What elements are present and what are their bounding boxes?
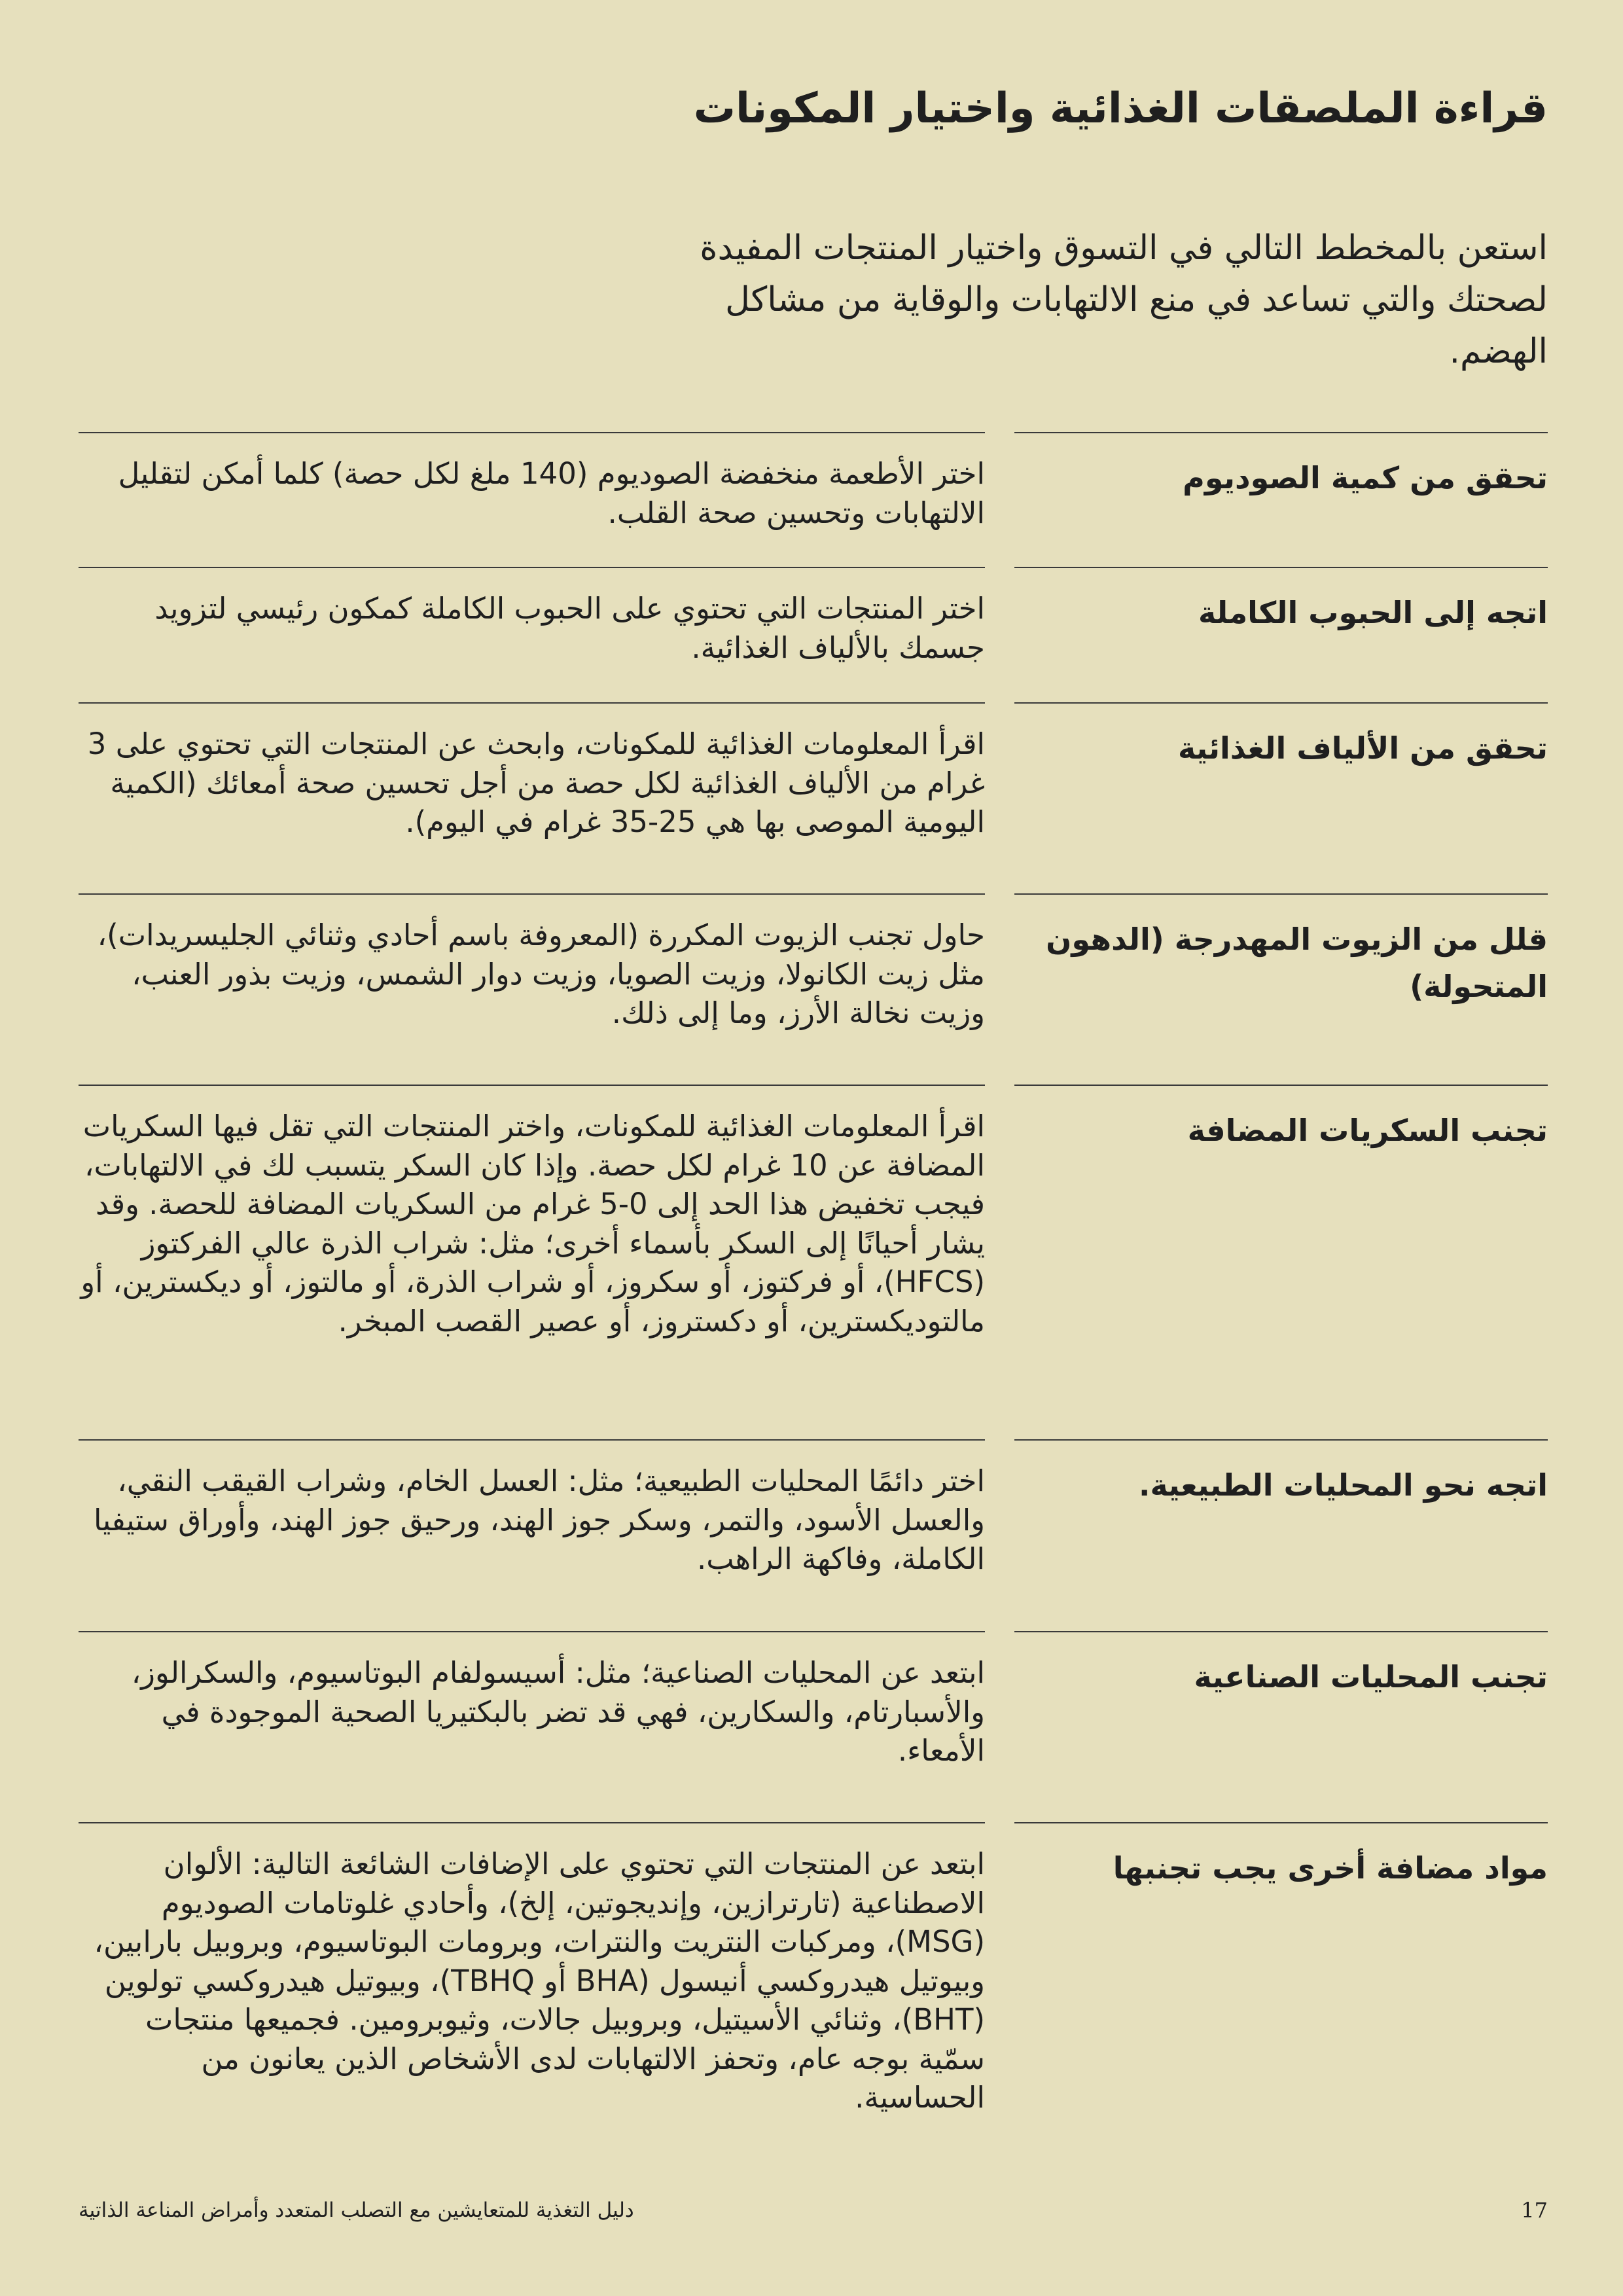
guide-row-description: اختر دائمًا المحليات الطبيعية؛ مثل: العسل الخام، وشراب القيقب النقي، والعسل الأسود، والتمر، وسكر جوز الهند، ورحيق جوز الهند، وأوراق ستيفيا الكاملة، وفاكهة الراهب. xyxy=(94,1463,985,1576)
guide-row-label: تحقق من كمية الصوديوم xyxy=(1183,460,1548,495)
description-divider xyxy=(79,702,985,704)
page xyxy=(79,0,1548,2296)
guide-row xyxy=(79,567,1548,701)
guide-row-label: تحقق من الألياف الغذائية xyxy=(1178,730,1548,766)
guide-row-label: تجنب المحليات الصناعية xyxy=(1194,1659,1548,1695)
description-divider xyxy=(79,1085,985,1086)
guide-row xyxy=(79,1085,1548,1438)
label-divider xyxy=(1014,1085,1548,1086)
guide-row-description: ابتعد عن المحليات الصناعية؛ مثل: أسيسولفام البوتاسيوم، والسكرالوز، والأسبارتام، والسكارين، فهي قد تضر بالبكتيريا الصحية الموجودة في الأمعاء. xyxy=(131,1655,985,1768)
label-divider xyxy=(1014,893,1548,895)
label-divider xyxy=(1014,567,1548,568)
guide-row-description: اقرأ المعلومات الغذائية للمكونات، وابحث عن المنتجات التي تحتوي على 3 غرام من الألياف الغذائية لكل حصة من أجل تحسين صحة أمعائك (الكمية اليومية الموصى بها هي 25-35 غرام في اليوم). xyxy=(87,726,985,839)
description-divider xyxy=(79,567,985,568)
guide-row-description: حاول تجنب الزيوت المكررة (المعروفة باسم أحادي وثنائي الجليسريدات)، مثل زيت الكانولا، وزيت الصويا، وزيت دوار الشمس، وزيت بذور العنب، وزيت نخالة الأرز، وما إلى ذلك. xyxy=(97,918,985,1030)
label-divider xyxy=(1014,1631,1548,1632)
guide-row xyxy=(79,1822,1548,2156)
guide-row xyxy=(79,432,1548,566)
guide-row-description: اختر المنتجات التي تحتوي على الحبوب الكاملة كمكون رئيسي لتزويد جسمك بالألياف الغذائية. xyxy=(154,591,985,665)
label-divider xyxy=(1014,432,1548,433)
description-divider xyxy=(79,1439,985,1441)
label-divider xyxy=(1014,702,1548,704)
intro-paragraph: استعن بالمخطط التالي في التسوق واختيار المنتجات المفيدة لصحتك والتي تساعد في منع الالتهابات والوقاية من مشاكل الهضم. xyxy=(700,228,1548,371)
description-divider xyxy=(79,893,985,895)
guide-row-label: تجنب السكريات المضافة xyxy=(1187,1113,1548,1148)
page-number: 17 xyxy=(1521,2198,1548,2223)
label-divider xyxy=(1014,1822,1548,1823)
guide-row xyxy=(79,893,1548,1083)
guide-row-label: اتجه نحو المحليات الطبيعية. xyxy=(1139,1467,1548,1503)
guide-row-label: اتجه إلى الحبوب الكاملة xyxy=(1198,595,1548,630)
guide-row xyxy=(79,1439,1548,1629)
guide-row-description: ابتعد عن المنتجات التي تحتوي على الإضافات الشائعة التالية: الألوان الاصطناعية (تارترازين، وإنديجوتين، إلخ)، وأحادي غلوتامات الصوديوم (MSG)، ومركبات النتريت والنترات، وبرومات البوتاسيوم، وبروبيل بارابين، وبيوتيل هيدروكسي أنيسول (BHA أو TBHQ)، وبيوتيل هيدروكسي تولوين (BHT)، وثنائي الأسيتيل، وبروبيل جالات، وثيوبرومين. فجميعها منتجات سمّية بوجه عام، وتحفز الالتهابات لدى الأشخاص الذين يعانون من الحساسية. xyxy=(94,1846,985,2115)
page-footer xyxy=(79,2194,1548,2227)
guide-row-label: قلل من الزيوت المهدرجة (الدهون المتحولة) xyxy=(1046,922,1548,1004)
guide-row xyxy=(79,1631,1548,1821)
guide-row-description: اختر الأطعمة منخفضة الصوديوم (140 ملغ لكل حصة) كلما أمكن لتقليل الالتهابات وتحسين صحة القلب. xyxy=(118,456,985,530)
guide-row xyxy=(79,702,1548,892)
guide-row-description: اقرأ المعلومات الغذائية للمكونات، واختر المنتجات التي تقل فيها السكريات المضافة عن 10 غرام لكل حصة. وإذا كان السكر يتسبب لك في الالتهابات، فيجب تخفيض هذا الحد إلى 0-5 غرام من السكريات المضافة للحصة. وقد يشار أحيانًا إلى السكر بأسماء أخرى؛ مثل: شراب الذرة عالي الفركتوز (HFCS)، أو فركتوز، أو سكروز، أو شراب الذرة، أو مالتوز، أو ديكسترين، أو مالتوديكسترين، أو دكستروز، أو عصير القصب المبخر. xyxy=(80,1109,985,1338)
description-divider xyxy=(79,1822,985,1823)
guide-row-label: مواد مضافة أخرى يجب تجنبها xyxy=(1113,1850,1548,1886)
page-title: قراءة الملصقات الغذائية واختيار المكونات xyxy=(693,84,1548,133)
description-divider xyxy=(79,432,985,433)
description-divider xyxy=(79,1631,985,1632)
label-divider xyxy=(1014,1439,1548,1441)
footer-guide-title: دليل التغذية للمتعايشين مع التصلب المتعدد وأمراض المناعة الذاتية xyxy=(79,2198,634,2222)
